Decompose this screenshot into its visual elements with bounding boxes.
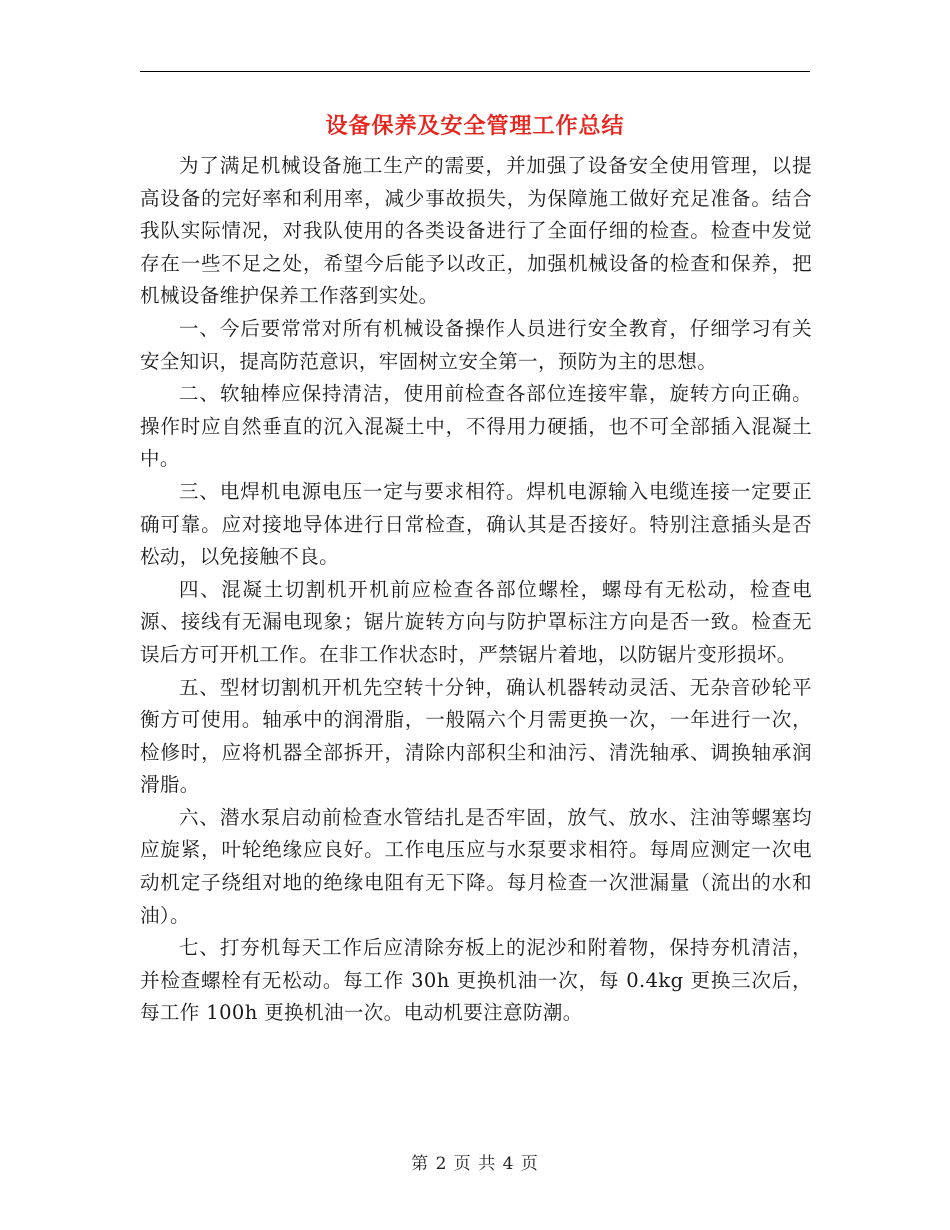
paragraph-item-3: 三、电焊机电源电压一定与要求相符。焊机电源输入电缆连接一定要正确可靠。应对接地导体进行日常检查，确认其是否接好。特别注意插头是否松动，以免接触不良。 [140,479,812,569]
paragraph-item-6: 六、潜水泵启动前检查水管结扎是否牢固，放气、放水、注油等螺塞均应旋紧，叶轮绝缘应良好。工作电压应与水泵要求相符。每周应测定一次电动机定子绕组对地的绝缘电阻有无下降。每月检查一次泄漏量（流出的水和油）。 [140,805,812,927]
paragraph-item-7: 七、打夯机每天工作后应清除夯板上的泥沙和附着物，保持夯机清洁，并检查螺栓有无松动。每工作 30h 更换机油一次，每 0.4kg 更换三次后，每工作 100h 更换机油一次。电动机要注意防潮。 [140,936,812,1025]
page-number-footer: 第 2 页 共 4 页 [411,1154,539,1174]
paragraph-item-4: 四、混凝土切割机开机前应检查各部位螺栓，螺母有无松动，检查电源、接线有无漏电现象；锯片旋转方向与防护罩标注方向是否一致。检查无误后方可开机工作。在非工作状态时，严禁锯片着地，以防锯片变形损坏。 [140,577,812,666]
paragraph-item-5: 五、型材切割机开机先空转十分钟，确认机器转动灵活、无杂音砂轮平衡方可使用。轴承中的润滑脂，一般隔六个月需更换一次，一年进行一次，检修时，应将机器全部拆开，清除内部积尘和油污、清洗轴承、调换轴承润滑脂。 [140,675,812,797]
document-body [140,150,812,1030]
paragraph-intro: 为了满足机械设备施工生产的需要，并加强了设备安全使用管理，以提高设备的完好率和利用率，减少事故损失，为保障施工做好充足准备。结合我队实际情况，对我队使用的各类设备进行了全面仔细的检查。检查中发觉存在一些不足之处，希望今后能予以改正，加强机械设备的检查和保养，把机械设备维护保养工作落到实处。 [140,154,812,308]
document-title: 设备保养及安全管理工作总结 [325,113,625,139]
paragraph-item-1: 一、今后要常常对所有机械设备操作人员进行安全教育，仔细学习有关安全知识，提高防范意识，牢固树立安全第一，预防为主的思想。 [140,316,812,373]
paragraph-item-2: 二、软轴棒应保持清洁，使用前检查各部位连接牢靠，旋转方向正确。操作时应自然垂直的沉入混凝土中，不得用力硬插，也不可全部插入混凝土中。 [140,382,812,471]
header-rule [140,71,810,72]
